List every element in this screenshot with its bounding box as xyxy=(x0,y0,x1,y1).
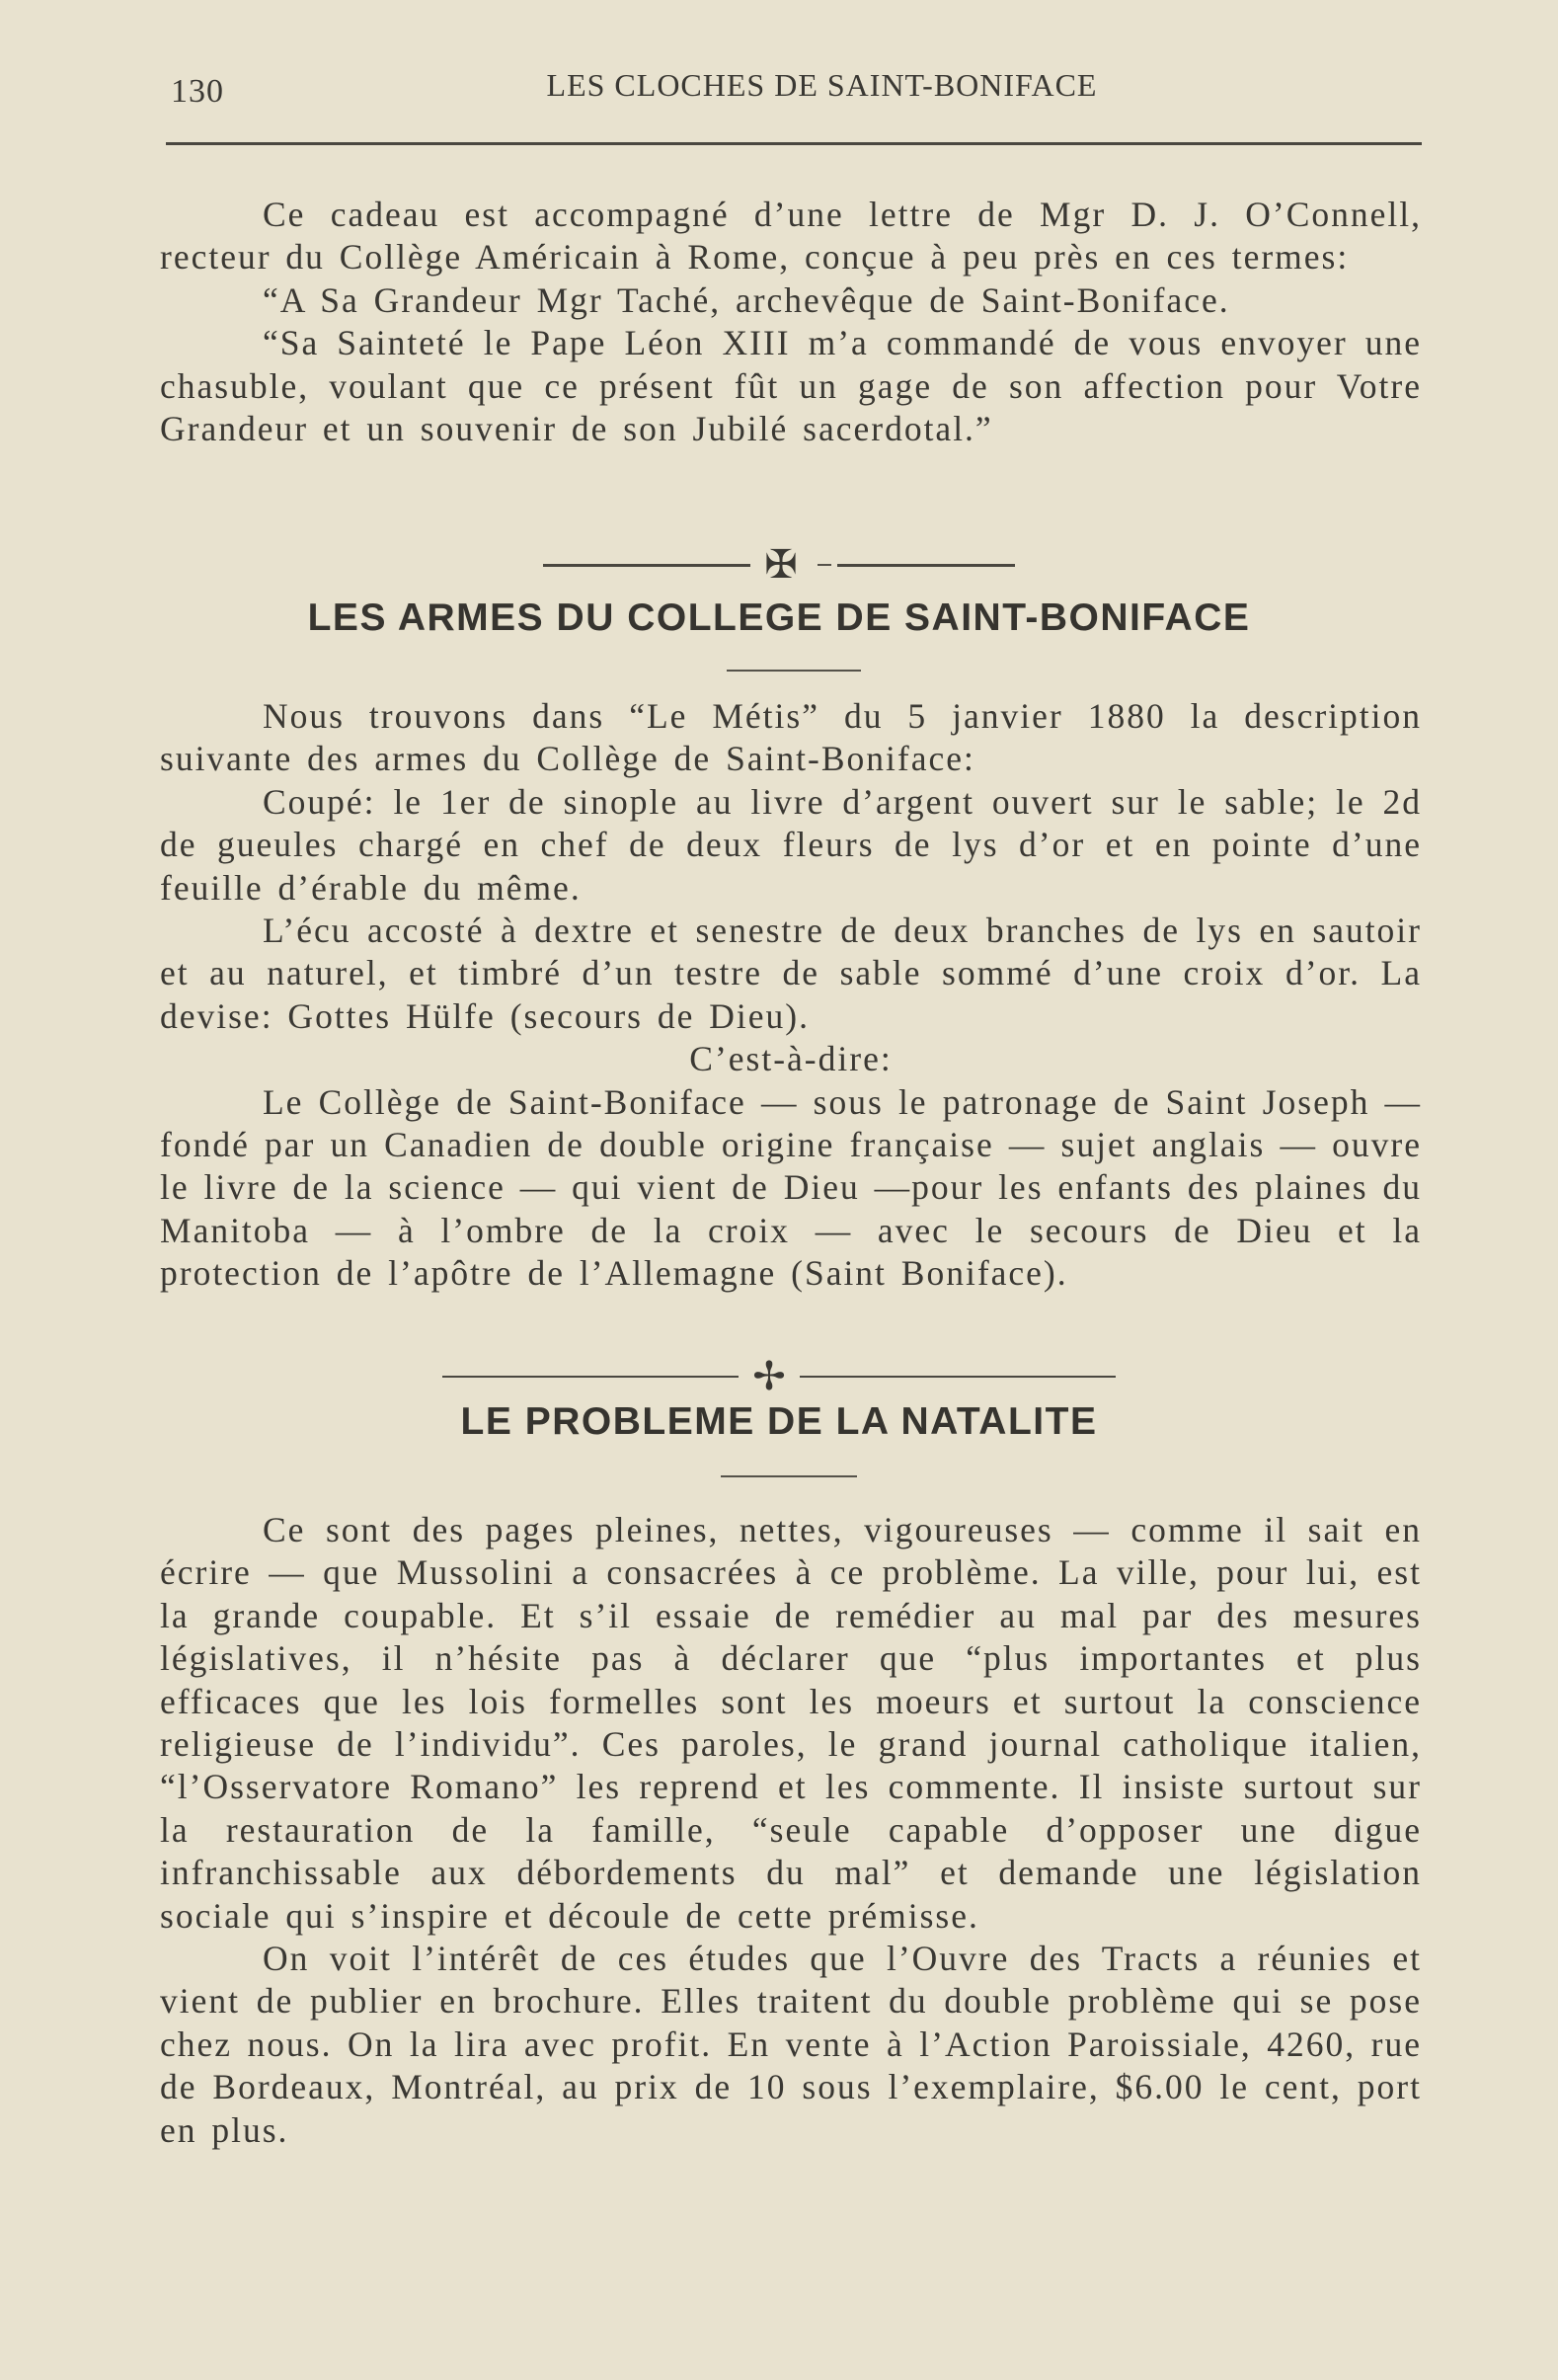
divider-line xyxy=(543,564,750,567)
section-title: LE PROBLEME DE LA NATALITE xyxy=(460,1400,1098,1443)
cross-pattee-icon: ✠ xyxy=(764,542,798,587)
divider-line xyxy=(837,564,1015,567)
paragraph: Nous trouvons dans “Le Métis” du 5 janvier 1880 la description suivante des armes du Collège de Saint-Boniface: xyxy=(160,696,1422,779)
paragraph: Ce sont des pages pleines, nettes, vigoureuses — comme il sait en écrire — que Mussolini a consacrées à ce problème. La ville, pour lui, est la grande coupable. Et s’il essaie de remédier au mal par des mesures législatives, il n’hésite pas à déclarer que “plus importantes et plus efficaces que les lois formelles sont les moeurs et surtout la conscience religieuse de l’individu”. Ces paroles, le grand journal catholique italien, “l’Osservatore Romano” les reprend et les commente. Il insiste surtout sur la restauration de la famille, “seule capable d’opposer une digue infranchissable aux débordements du mal” et demande une législation sociale qui s’inspire et découle de cette prémisse. xyxy=(160,1510,1422,1936)
section-arms-text xyxy=(160,695,1422,1296)
running-title: LES CLOCHES DE SAINT-BONIFACE xyxy=(546,67,1098,103)
title-underline xyxy=(727,670,861,672)
divider-line xyxy=(800,1376,1116,1378)
paragraph: Coupé: le 1er de sinople au livre d’argent ouvert sur le sable; le 2d de gueules chargé en chef de deux fleurs de lys d’or et en pointe d’une feuille d’érable du même. xyxy=(160,781,1422,908)
divider-line xyxy=(442,1376,739,1378)
paragraph: Ce cadeau est accompagné d’une lettre de Mgr D. J. O’Connell, recteur du Collège Américain à Rome, conçue à peu près en ces termes: xyxy=(160,195,1422,278)
paragraph: “A Sa Grandeur Mgr Taché, archevêque de Saint-Boniface. xyxy=(263,279,1230,320)
paragraph: C’est-à-dire: xyxy=(689,1039,893,1079)
ornate-cross-icon: ✢ xyxy=(752,1354,786,1398)
paragraph: “Sa Sainteté le Pape Léon XIII m’a commandé de vous envoyer une chasuble, voulant que ce présent fût un gage de son affection pour Votre Grandeur et un souvenir de son Jubilé sacerdotal.” xyxy=(160,323,1422,449)
divider-dash xyxy=(818,564,831,566)
paragraph: Le Collège de Saint-Boniface — sous le patronage de Saint Joseph — fondé par un Canadien de double origine française — sujet anglais — ouvre le livre de la science — qui vient de Dieu —pour les enfants des plaines du Manitoba — à l’ombre de la croix — avec le secours de Dieu et la protection de l’apôtre de l’Allemagne (Saint Boniface). xyxy=(160,1081,1422,1294)
header-rule xyxy=(166,142,1422,145)
running-head xyxy=(163,65,1422,115)
intro-text xyxy=(160,194,1422,450)
page-number: 130 xyxy=(171,73,224,110)
section-divider xyxy=(0,542,1558,587)
paragraph: On voit l’intérêt de ces études que l’Ouvre des Tracts a réunies et vient de publier en brochure. Elles traitent du double problème qui se pose chez nous. On la lira avec profit. En vente à l’Action Paroissiale, 4260, rue de Bordeaux, Montréal, au prix de 10 sous l’exemplaire, $6.00 le cent, port en plus. xyxy=(160,1939,1422,2150)
title-underline xyxy=(721,1475,857,1477)
paragraph: L’écu accosté à dextre et senestre de deux branches de lys en sautoir et au naturel, et timbré d’un testre de sable sommé d’une croix d’or. La devise: Gottes Hülfe (secours de Dieu). xyxy=(160,911,1422,1036)
section-natality-text xyxy=(160,1509,1422,2152)
section-title: LES ARMES DU COLLEGE DE SAINT-BONIFACE xyxy=(307,596,1251,639)
section-divider xyxy=(0,1354,1558,1398)
